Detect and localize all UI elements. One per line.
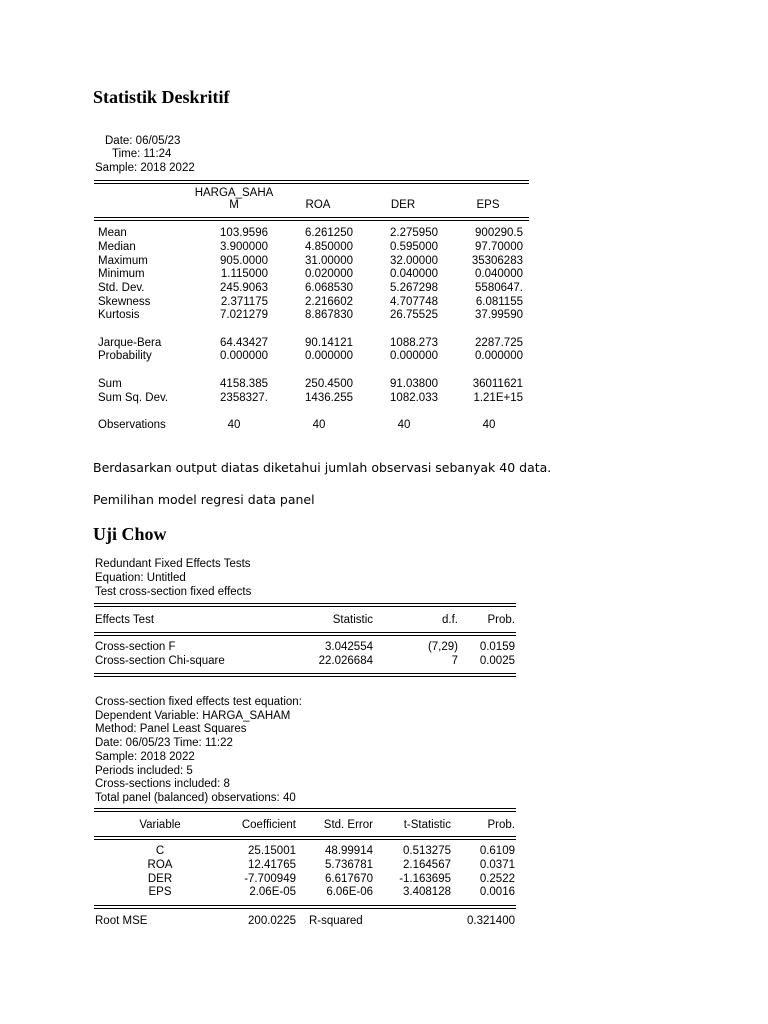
- stats-cell: 0.040000: [475, 268, 523, 280]
- equation-meta-line: Cross-sections included: 8: [95, 778, 230, 791]
- effects-row-label: Cross-section Chi-square: [95, 655, 225, 667]
- stats-row-label: Jarque-Bera: [98, 337, 162, 349]
- stats-cell: 1088.273: [390, 337, 438, 349]
- chow-meta-line: Redundant Fixed Effects Tests: [95, 558, 251, 570]
- effects-cell: 0.0025: [479, 655, 515, 667]
- coef-cell: -7.700949: [244, 873, 296, 885]
- stats-cell: 91.03800: [390, 378, 438, 390]
- stats-row-label: Probability: [98, 350, 152, 362]
- stats-row-label: Maximum: [98, 255, 148, 267]
- stats-cell: 6.261250: [305, 227, 353, 239]
- equation-meta-line: Periods included: 5: [95, 764, 193, 777]
- effects-table-top-rule: [94, 603, 516, 607]
- stats-time: Time: 11:24: [112, 148, 172, 160]
- effects-row-label: Cross-section F: [95, 641, 176, 653]
- coef-cell: 5.736781: [325, 859, 373, 871]
- stats-cell: 3.900000: [220, 241, 268, 253]
- effects-header-prob: Prob.: [487, 614, 515, 626]
- equation-meta-line: Dependent Variable: HARGA_SAHAM: [95, 709, 291, 722]
- stats-cell: 1.21E+15: [473, 392, 523, 404]
- stats-cell: 2287.725: [475, 337, 523, 349]
- stats-cell: 5580647.: [475, 282, 523, 294]
- coef-header-variable: Variable: [139, 819, 181, 831]
- coef-cell: 6.06E-06: [326, 886, 373, 898]
- stats-cell: 0.020000: [305, 268, 353, 280]
- stats-cell: 2.275950: [390, 227, 438, 239]
- coef-table-bottom-rule: [94, 905, 516, 909]
- effects-cell: (7,29): [427, 641, 458, 653]
- coef-cell: 6.617670: [325, 873, 373, 885]
- stats-cell: 250.4500: [305, 378, 353, 390]
- stats-cell: 40: [482, 419, 496, 431]
- effects-header-statistic: Statistic: [332, 614, 373, 626]
- stats-cell: 7.021279: [220, 309, 268, 321]
- stats-cell: 0.595000: [390, 241, 438, 253]
- stats-row-label: Median: [98, 241, 136, 253]
- coef-cell: 0.513275: [403, 845, 451, 857]
- coef-cell: 0.0016: [479, 886, 515, 898]
- equation-meta-line: Date: 06/05/23 Time: 11:22: [95, 737, 233, 750]
- stats-cell: 36011621: [472, 378, 523, 390]
- coef-cell: 3.408128: [403, 886, 451, 898]
- coef-cell: 0.6109: [479, 845, 515, 857]
- effects-header-test: Effects Test: [95, 614, 155, 626]
- stats-header-rule: [94, 217, 529, 221]
- stats-cell: 6.068530: [305, 282, 353, 294]
- stats-cell: 0.000000: [220, 350, 268, 362]
- stats-cell: 40: [397, 419, 411, 431]
- stats-row-label: Minimum: [98, 268, 145, 280]
- chow-meta-line: Equation: Untitled: [95, 572, 186, 584]
- stats-cell: 1436.255: [305, 392, 353, 404]
- stats-cell: 35306283: [471, 255, 523, 267]
- coef-header-t-statistic: t-Statistic: [403, 819, 451, 831]
- stats-cell: 31.00000: [305, 255, 353, 267]
- effects-table-bottom-rule: [94, 673, 516, 677]
- stats-row-label: Skewness: [98, 296, 151, 308]
- stats-sample: Sample: 2018 2022: [95, 162, 195, 174]
- stats-cell: 2358327.: [220, 392, 268, 404]
- stats-cell: 40: [312, 419, 326, 431]
- stats-cell: 1.115000: [220, 268, 268, 280]
- effects-cell: 7: [451, 655, 458, 667]
- stats-row-label: Observations: [98, 419, 166, 431]
- stats-cell: 97.70000: [475, 241, 523, 253]
- coef-cell: 12.41765: [248, 859, 296, 871]
- coef-cell: 0.2522: [479, 873, 515, 885]
- stats-cell: 905.0000: [220, 255, 268, 267]
- coef-cell: -1.163695: [399, 873, 451, 885]
- coef-header-std-error: Std. Error: [323, 819, 373, 831]
- stats-cell: 0.000000: [390, 350, 438, 362]
- footer-root-mse-value: 200.0225: [248, 915, 296, 927]
- equation-meta-line: Cross-section fixed effects test equation:: [95, 696, 302, 708]
- stats-cell: 103.9596: [220, 227, 268, 239]
- stats-row-label: Kurtosis: [98, 309, 140, 321]
- coef-row-variable: EPS: [148, 886, 172, 898]
- stats-row-label: Sum Sq. Dev.: [98, 392, 169, 404]
- coef-header-rule: [94, 836, 516, 840]
- col-header-harga-saha: HARGA_SAHA: [194, 187, 274, 199]
- stats-date: Date: 06/05/23: [105, 135, 181, 147]
- stats-cell: 0.000000: [305, 350, 353, 362]
- coef-table-top-rule: [94, 808, 516, 812]
- stats-cell: 37.99590: [475, 309, 523, 321]
- effects-header-df: d.f.: [442, 614, 458, 626]
- stats-cell: 1082.033: [390, 392, 438, 404]
- footer-r-squared-label: R-squared: [309, 915, 363, 927]
- col-header-der: DER: [390, 199, 416, 211]
- coef-cell: 25.15001: [248, 845, 296, 857]
- coef-cell: 2.164567: [403, 859, 451, 871]
- stats-cell: 4.707748: [390, 296, 438, 308]
- stats-cell: 4158.385: [220, 378, 268, 390]
- stats-cell: 5.267298: [390, 282, 438, 294]
- equation-meta-line: Total panel (balanced) observations: 40: [95, 791, 296, 804]
- paragraph-observations: Berdasarkan output diatas diketahui jumlah observasi sebanyak 40 data.: [93, 460, 552, 475]
- coef-row-variable: C: [155, 845, 165, 857]
- footer-r-squared-value: 0.321400: [467, 915, 515, 927]
- stats-cell: 8.867830: [305, 309, 353, 321]
- col-header-roa: ROA: [305, 199, 331, 211]
- effects-cell: 22.026684: [318, 655, 373, 667]
- chow-meta-line: Test cross-section fixed effects: [95, 586, 252, 598]
- stats-cell: 0.000000: [475, 350, 523, 362]
- heading-statistik-deskritif: Statistik Deskritif: [93, 87, 230, 107]
- coef-cell: 48.99914: [325, 845, 373, 857]
- equation-meta-line: Sample: 2018 2022: [95, 750, 195, 763]
- stats-row-label: Std. Dev.: [98, 282, 145, 294]
- stats-cell: 900290.5: [475, 227, 523, 239]
- col-header-harga-m: M: [229, 199, 239, 211]
- paragraph-model-selection: Pemilihan model regresi data panel: [93, 492, 315, 507]
- effects-cell: 3.042554: [325, 641, 373, 653]
- stats-cell: 245.9063: [220, 282, 268, 294]
- effects-cell: 0.0159: [479, 641, 515, 653]
- stats-cell: 32.00000: [390, 255, 438, 267]
- coef-row-variable: DER: [147, 873, 173, 885]
- stats-cell: 90.14121: [305, 337, 353, 349]
- coef-cell: 2.06E-05: [249, 886, 296, 898]
- stats-cell: 4.850000: [305, 241, 353, 253]
- col-header-eps: EPS: [476, 199, 500, 211]
- coef-header-coefficient: Coefficient: [241, 819, 296, 831]
- stats-cell: 2.371175: [220, 296, 268, 308]
- stats-cell: 6.081155: [475, 296, 523, 308]
- stats-cell: 40: [227, 419, 241, 431]
- coef-header-prob: Prob.: [487, 819, 515, 831]
- stats-cell: 64.43427: [220, 337, 268, 349]
- stats-cell: 2.216602: [305, 296, 353, 308]
- stats-row-label: Mean: [98, 227, 127, 239]
- stats-table-top-rule: [94, 180, 529, 184]
- equation-meta-line: Method: Panel Least Squares: [95, 723, 247, 736]
- effects-header-rule: [94, 632, 516, 636]
- coef-cell: 0.0371: [479, 859, 515, 871]
- heading-uji-chow: Uji Chow: [93, 524, 167, 544]
- coef-row-variable: ROA: [147, 859, 173, 871]
- footer-root-mse-label: Root MSE: [95, 915, 148, 927]
- stats-cell: 0.040000: [390, 268, 438, 280]
- stats-cell: 26.75525: [390, 309, 438, 321]
- stats-row-label: Sum: [98, 378, 122, 390]
